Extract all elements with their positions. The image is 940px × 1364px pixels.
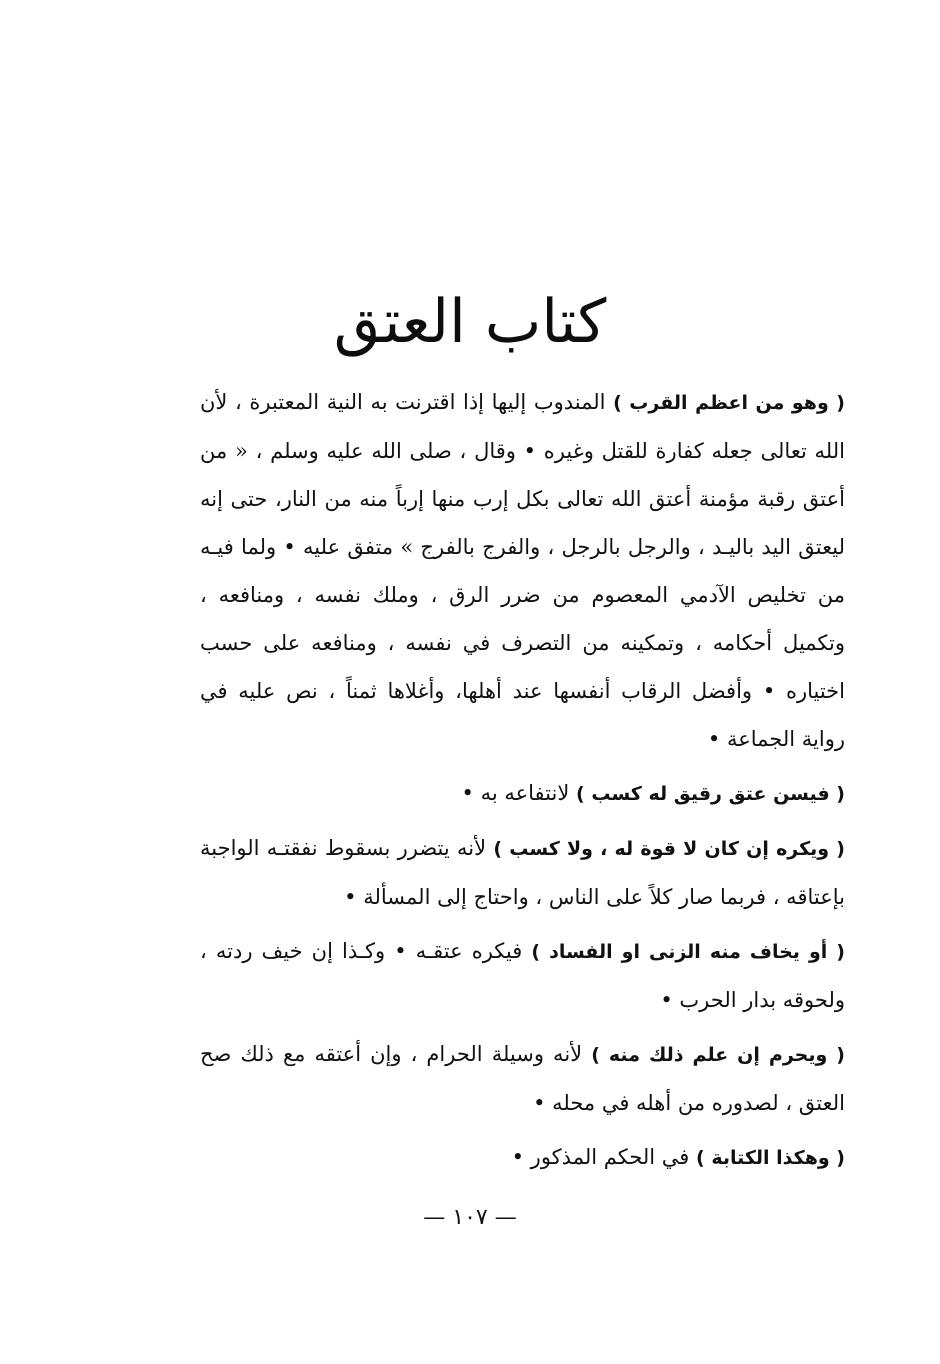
chapter-title: كتاب العتق <box>333 287 607 357</box>
sharh-text: في الحكم المذكور • <box>511 1145 690 1169</box>
sharh-text: لانتفاعه به • <box>461 781 570 805</box>
paragraph-6 <box>200 1133 845 1182</box>
matn-lead: ( ويحرم إن علم ذلك منه ) <box>591 1044 845 1066</box>
paragraph-2 <box>200 769 845 818</box>
sharh-text: فيكره عتقـه • وكـذا إن خيف ردته ، ولحوقه بدار الحرب • <box>200 939 845 1012</box>
matn-lead: ( أو يخاف منه الزنى او الفساد ) <box>531 941 845 963</box>
matn-lead: ( ويكره إن كان لا قوة له ، ولا كسب ) <box>493 838 845 860</box>
paragraph-4 <box>200 927 845 1024</box>
body-text <box>200 378 845 1182</box>
sharh-text: لأنه يتضرر بسقوط نفقتـه الواجبة بإعتاقه ، فربما صار كلاً على الناس ، واحتاج إلى المسألة • <box>200 836 845 909</box>
paragraph-3 <box>200 824 845 921</box>
paragraph-1 <box>200 378 845 763</box>
matn-lead: ( وهو من اعظم القرب ) <box>613 392 845 414</box>
paragraph-5 <box>200 1030 845 1127</box>
matn-lead: ( وهكذا الكتابة ) <box>696 1147 845 1169</box>
sharh-text: لأنه وسيلة الحرام ، وإن أعتقه مع ذلك صح العتق ، لصدوره من أهله في محله • <box>200 1042 845 1115</box>
sharh-text: المندوب إليها إذا اقترنت به النية المعتبرة ، لأن الله تعالى جعله كفارة للقتل وغيره • وقال ، صلى الله عليه وسلم ، « من أعتق رقبة مؤمنة أعتق الله تعالى بكل إرب منها إرباً منه من النار، حتى إنه ليعتق اليد باليـد ، والرجل بالرجل ، والفرج بالفرج » متفق عليه • ولما فيـه من تخليص الآدمي المعصوم من ضرر الرق ، وملك نفسه ، ومنافعه ، وتكميل أحكامه ، وتمكينه من التصرف في نفسه ، ومنافعه على حسب اختياره • وأفضل الرقاب أنفسها عند أهلها، وأغلاها ثمناً ، نص عليه في رواية الجماعة • <box>200 390 845 751</box>
page-number: — ١٠٧ — <box>423 1205 517 1230</box>
matn-lead: ( فيسن عتق رقيق له كسب ) <box>576 783 845 805</box>
